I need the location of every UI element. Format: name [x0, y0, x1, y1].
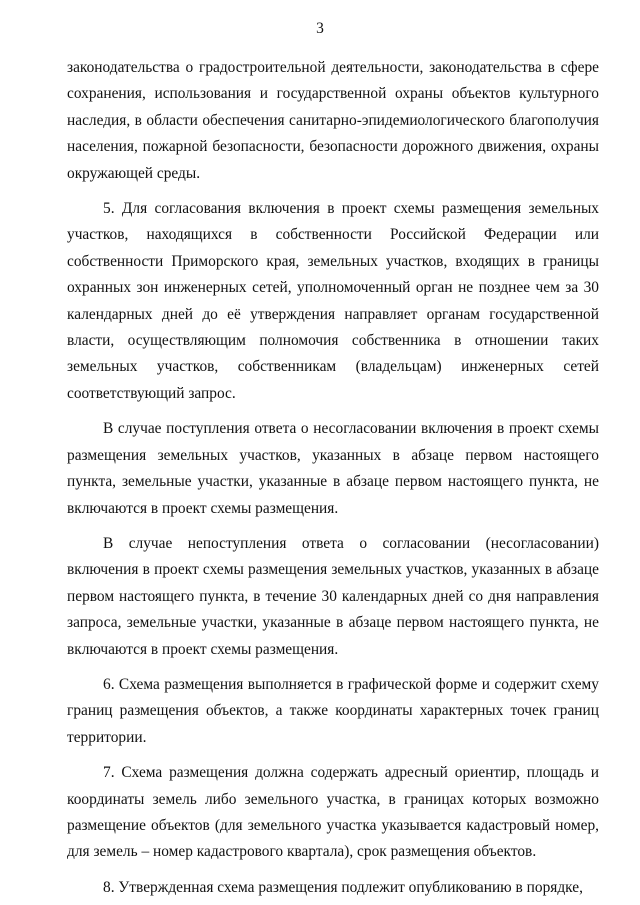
document-body: [67, 55, 599, 901]
paragraph-item-6: 6. Схема размещения выполняется в графической форме и содержит схему границ размещения объектов, а также координаты характерных точек границ территории.: [67, 675, 599, 746]
paragraph-item-5: 5. Для согласования включения в проект схемы размещения земельных участков, находящихся в собственности Российской Федерации или собственности Приморского края, земельных участков, входящих в границы охранных зон инженерных сетей, уполномоченный орган не позднее чем за 30 календарных дней до её утверждения направляет органам государственной власти, осуществляющим полномочия собственника в отношении таких земельных участков, собственникам (владельцам) инженерных сетей соответствующий запрос.: [67, 200, 599, 402]
paragraph-item-7: 7. Схема размещения должна содержать адресный ориентир, площадь и координаты земель либо земельного участка, в границах которых возможно размещение объектов (для земельного участка указывается кадастровый номер, для земель – номер кадастрового квартала), срок размещения объектов.: [67, 764, 599, 861]
paragraph-item-5-no-response: В случае непоступления ответа о согласовании (несогласовании) включения в проект схемы размещения земельных участков, указанных в абзаце первом настоящего пункта, в течение 30 календарных дней со дня направления запроса, земельные участки, указанные в абзаце первом настоящего пункта, не включаются в проект схемы размещения.: [67, 534, 599, 658]
page-number: 3: [316, 20, 324, 37]
paragraph-continuation: законодательства о градостроительной деятельности, законодательства в сфере сохранения, использования и государственной охраны объектов культурного наследия, в области обеспечения санитарно-эпидемиологического благополучия населения, пожарной безопасности, безопасности дорожного движения, охраны окружающей среды.: [67, 59, 599, 182]
paragraph-item-8: 8. Утвержденная схема размещения подлежит опубликованию в порядке,: [103, 878, 583, 896]
paragraph-item-5-disagreement: В случае поступления ответа о несогласовании включения в проект схемы размещения земельных участков, указанных в абзаце первом настоящего пункта, земельные участки, указанные в абзаце первом настоящего пункта, не включаются в проект схемы размещения.: [67, 420, 599, 517]
